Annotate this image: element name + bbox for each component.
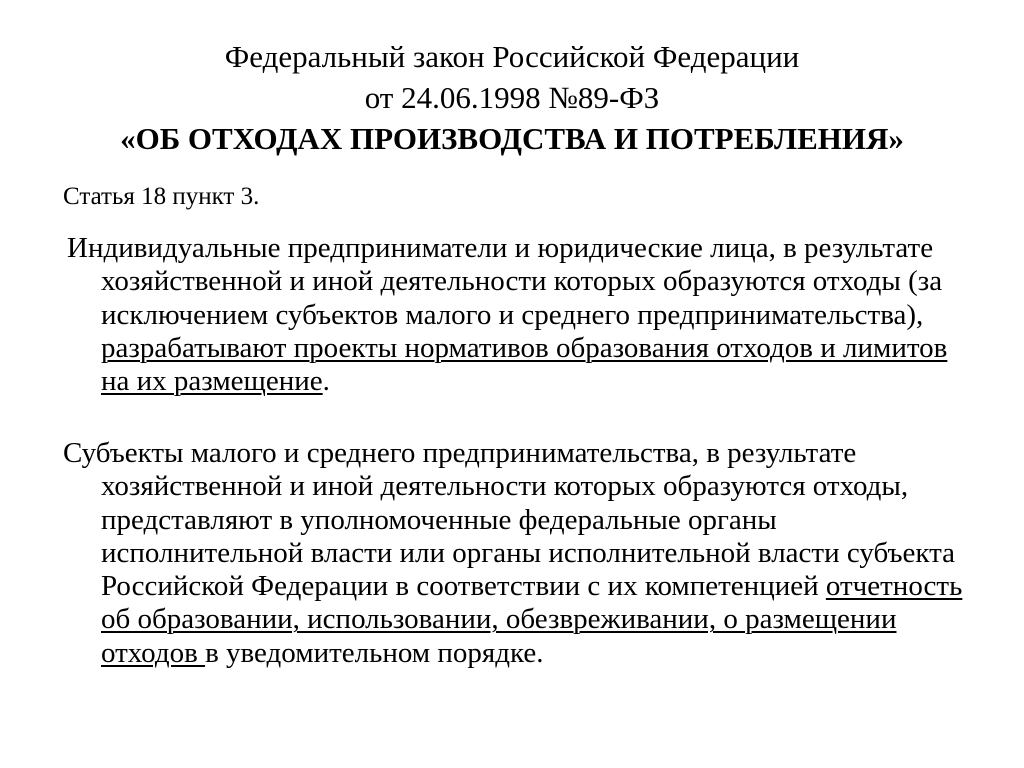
paragraph-text: Субъекты малого и среднего предпринимательства, в результате хозяйственной и иной деятельности которых образуются отходы, представляют в уполномоченные федеральные органы исполнительной власти или органы исполнительной власти субъекта Российской Федерации в соответствии с их компетенцией [63, 437, 955, 603]
paragraph-text: Индивидуальные предприниматели и юридические лица, в результате хозяйственной и иной деятельности которых образуются отходы (за исключением субъектов малого и среднего предпринимательства), [67, 232, 943, 331]
underlined-text: разрабатывают проекты нормативов образования отходов и лимитов на их размещение [101, 331, 948, 398]
paragraph-small-medium-business [63, 437, 963, 670]
title-line-law-name: «ОБ ОТХОДАХ ПРОИЗВОДСТВА И ПОТРЕБЛЕНИЯ» [120, 121, 904, 156]
paragraph-text-end: . [322, 365, 330, 398]
paragraph-individual-entrepreneurs [63, 232, 963, 398]
title-line-law: Федеральный закон Российской Федерации [224, 39, 800, 74]
document-title [0, 36, 1024, 159]
underlined-text: отчетность об образовании, использовании, обезвреживании, о размещении отходов [101, 570, 963, 669]
article-reference: Статья 18 пункт 3. [63, 183, 260, 210]
title-line-date-number: от 24.06.1998 №89-ФЗ [364, 80, 660, 115]
paragraph-text-end: в уведомительном порядке. [205, 636, 544, 669]
